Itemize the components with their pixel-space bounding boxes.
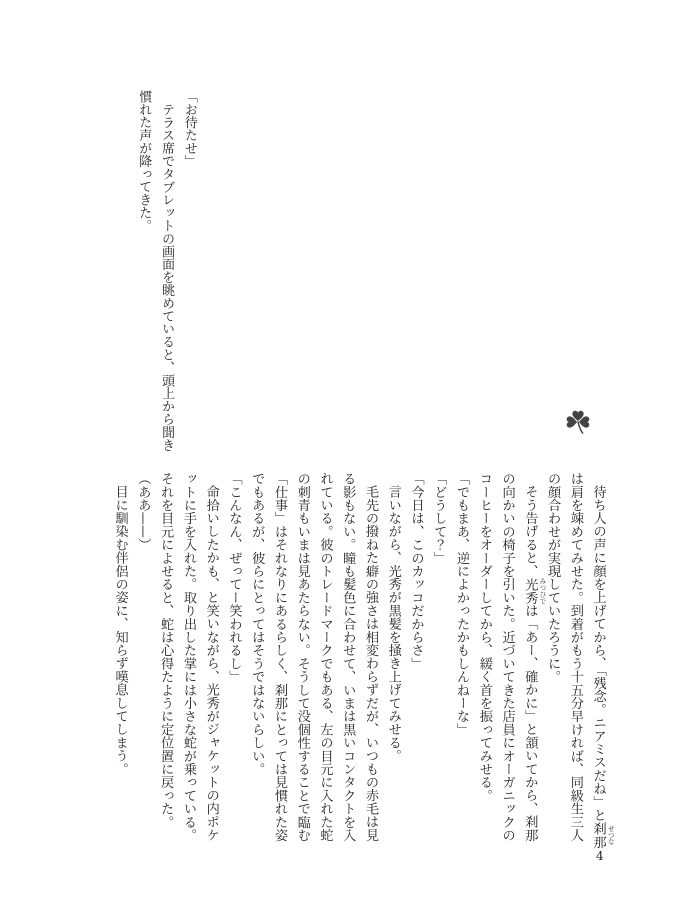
- text-line: コーヒーをオーダーしてから、緩く首を振ってみせる。: [476, 472, 492, 802]
- text-line: 「今日は、このカッコだからさ」: [408, 472, 424, 670]
- text-line: （ああ——）: [135, 472, 151, 552]
- text-line: それを目元によせると、蛇は心得たように定位置に戻った。: [158, 472, 174, 829]
- ruby-reading: みつひで: [537, 577, 546, 604]
- text-line: 目に馴染む伴侶の姿に、知らず嘆息してしまう。: [112, 485, 128, 776]
- line-text: 待ち人の声に顔を上げてから、「残念。ニアミスだね」と: [590, 485, 606, 822]
- text-line: ットに手を入れた。取り出した掌には小さな蛇が乗っている。: [180, 472, 196, 842]
- ruby-word: [590, 821, 615, 849]
- text-line: の刺青もいまは見あたらない。そうして没個性することで臨む: [294, 472, 310, 842]
- text-line: れている。彼のトレードマークでもある、左の目元に入れた蛇: [317, 472, 333, 842]
- text-line: 「でもまあ、逆によかったかもしんねーな」: [454, 472, 470, 736]
- text-line: 「お待たせ」: [181, 90, 197, 168]
- clover-icon: [566, 410, 590, 434]
- text-line: る影もない。瞳も髪色に合わせて、いまは黒いコンタクトを入: [340, 472, 356, 842]
- text-line: でもあるが、彼らにとってはそうではないらしい。: [249, 472, 265, 776]
- ruby-reading: せつな: [606, 825, 615, 845]
- ruby-base: 刹那: [590, 821, 606, 849]
- text-line: 「どうして？」: [431, 472, 447, 565]
- ruby-word: [522, 577, 546, 604]
- line-text: そう告げると、: [522, 485, 538, 578]
- text-line: 「仕事」はそれなりにあるらしく、刹那にとっては見慣れた姿: [271, 472, 287, 842]
- text-line: テラス席でタブレットの画面を眺めていると、頭上から聞き: [159, 102, 175, 452]
- text-line: 「こんなん、ぜってー笑われるし」: [226, 472, 242, 684]
- text-line: [590, 472, 615, 849]
- text-line: 慣れた声が降ってきた。: [136, 90, 152, 232]
- ruby-base: 光秀: [522, 577, 538, 604]
- text-line: [522, 472, 546, 842]
- line-text: は「あー、確かに」と頷いてから、刹那: [522, 604, 538, 842]
- text-line: は肩を竦めてみせた。到着がもう十五分早ければ、同級生三人: [567, 472, 583, 842]
- text-line: 毛先の撥ねた癖の強さは相変わらずだが、いつもの赤毛は見: [363, 485, 378, 842]
- page-number: 4: [596, 849, 604, 863]
- text-line: 言いながら、光秀が黒髪を掻き上げてみせる。: [385, 485, 401, 763]
- text-line: の顔合わせが実現していたろうに。: [545, 472, 561, 684]
- text-line: の向かいの椅子を引いた。近づいてきた店員にオーガニックの: [499, 472, 515, 842]
- text-line: 命拾いしたかも、と笑いながら、光秀がジャケットの内ポケ: [203, 485, 219, 842]
